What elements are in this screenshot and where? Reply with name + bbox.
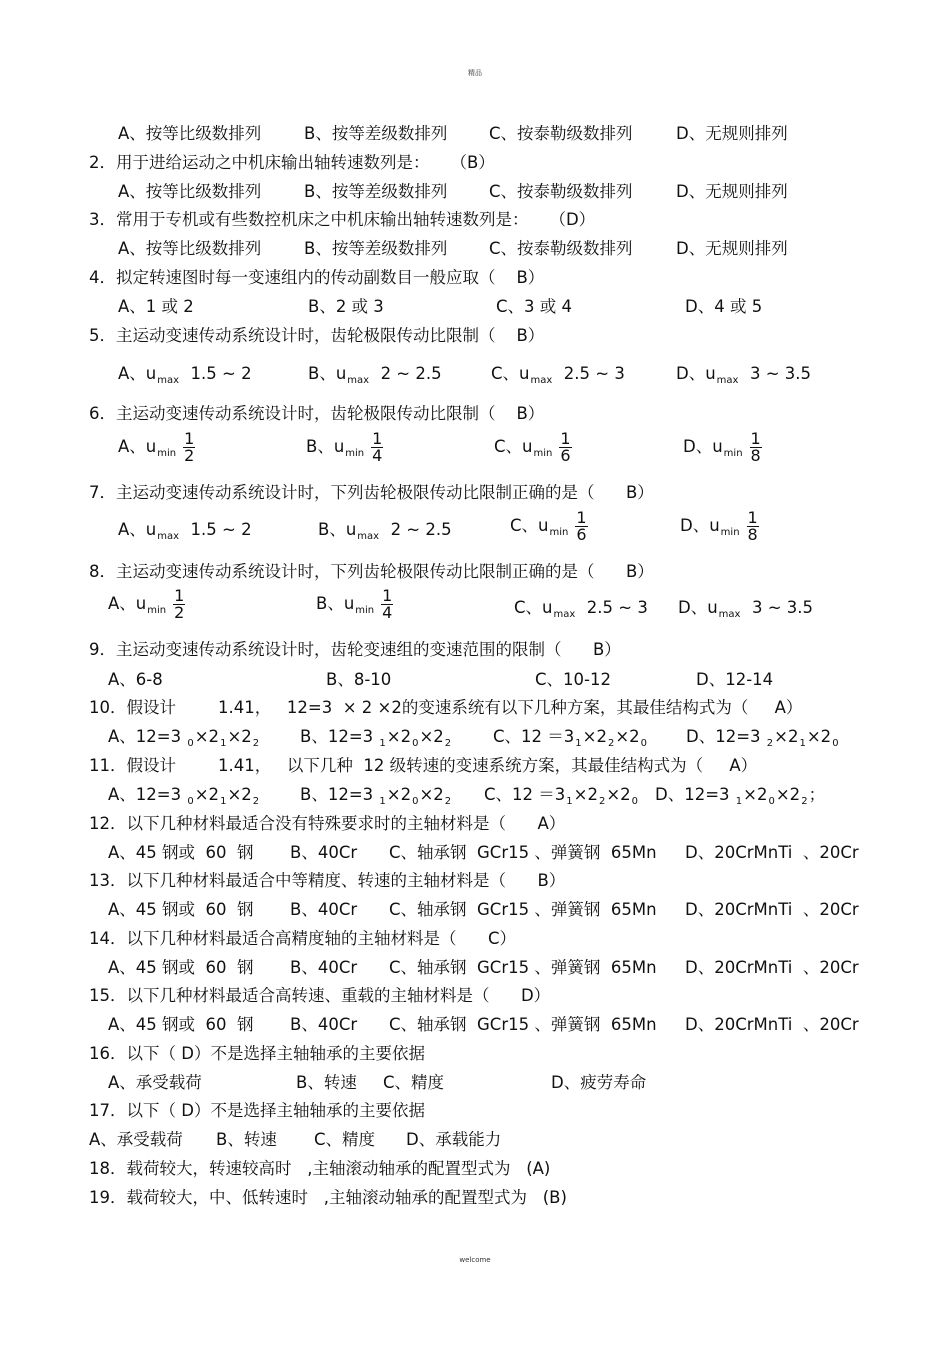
answer-option: D、承载能力: [406, 1130, 502, 1149]
answer-option: A、6-8: [108, 670, 163, 689]
answer-option: C、$u_{min}$ $\frac{1}{6}$: [494, 429, 571, 465]
answer-option: B、2 或 3: [308, 297, 384, 316]
answer-option: 18．载荷较大，转速较高时 ,主轴滚动轴承的配置型式为 (A): [89, 1159, 551, 1178]
answer-option: 4．拟定转速图时每一变速组内的传动副数目一般应取（ B）: [89, 268, 545, 287]
answer-option: C、3 或 4: [496, 297, 573, 316]
answer-option: B、按等差级数排列: [304, 124, 448, 143]
answer-option: D、12-14: [696, 670, 774, 689]
answer-option: A、$u_{max}$ 1.5 ~ 2: [118, 364, 252, 386]
answer-option: D、无规则排列: [676, 182, 788, 201]
answer-option: C、轴承钢 GCr15 、弹簧钢 65Mn: [389, 958, 657, 977]
answer-option: B、$u_{min}$ $\frac{1}{4}$: [306, 429, 383, 465]
fraction: $\frac{1}{4}$: [372, 429, 383, 465]
answer-option: 12．以下几种材料最适合没有特殊要求时的主轴材料是（ A）: [89, 814, 566, 833]
answer-option: A、$u_{min}$ $\frac{1}{2}$: [118, 429, 195, 465]
answer-option: C、精度: [383, 1073, 445, 1092]
answer-option: B、$u_{min}$ $\frac{1}{4}$: [316, 586, 393, 622]
answer-option: A、45 钢或 60 钢: [108, 843, 254, 862]
answer-option: D、$u_{max}$ 3 ~ 3.5: [678, 598, 814, 620]
answer-option: 16．以下（ D）不是选择主轴轴承的主要依据: [89, 1044, 425, 1063]
answer-option: C、按泰勒级数排列: [489, 124, 633, 143]
answer-option: A、12=3 $_0\times 2_1\times 2_2$: [108, 785, 260, 807]
answer-option: 14．以下几种材料最适合高精度轴的主轴材料是（ C）: [89, 929, 516, 948]
answer-option: C、$12 =3_1\times 2_2\times 2_0$: [493, 727, 648, 749]
answer-option: D、疲劳寿命: [551, 1073, 647, 1092]
answer-option: D、$u_{min}$ $\frac{1}{8}$: [680, 508, 758, 544]
answer-option: A、$u_{max}$ 1.5 ~ 2: [118, 520, 252, 542]
answer-option: B、按等差级数排列: [304, 239, 448, 258]
answer-option: A、承受载荷: [108, 1073, 202, 1092]
answer-option: B、40Cr: [290, 1015, 358, 1034]
answer-option: C、$u_{max}$ 2.5 ~ 3: [491, 364, 625, 386]
fraction: $\frac{1}{8}$: [747, 508, 758, 544]
answer-option: C、10-12: [535, 670, 611, 689]
answer-option: A、$u_{min}$ $\frac{1}{2}$: [108, 586, 185, 622]
answer-option: A、按等比级数排列: [118, 239, 262, 258]
answer-option: D、$u_{min}$ $\frac{1}{8}$: [683, 429, 761, 465]
fraction: $\frac{1}{6}$: [576, 508, 587, 544]
answer-option: D、无规则排列: [676, 239, 788, 258]
answer-option: B、40Cr: [290, 900, 358, 919]
answer-option: 2．用于进给运动之中机床输出轴转速数列是： （B）: [89, 153, 495, 172]
answer-option: 5．主运动变速传动系统设计时，齿轮极限传动比限制（ B）: [89, 326, 545, 345]
answer-option: A、45 钢或 60 钢: [108, 900, 254, 919]
fraction: $\frac{1}{8}$: [750, 429, 761, 465]
answer-option: A、45 钢或 60 钢: [108, 958, 254, 977]
page-header: 精品: [468, 69, 482, 77]
answer-option: B、8-10: [326, 670, 392, 689]
answer-option: C、按泰勒级数排列: [489, 182, 633, 201]
answer-option: D、20CrMnTi 、20Cr: [685, 843, 859, 862]
answer-option: D、20CrMnTi 、20Cr: [685, 900, 859, 919]
answer-option: C、按泰勒级数排列: [489, 239, 633, 258]
answer-option: B、12=3 $_1\times 2_0\times 2_2$: [300, 785, 452, 807]
answer-option: A、12=3 $_0\times 2_1\times 2_2$: [108, 727, 260, 749]
answer-option: C、轴承钢 GCr15 、弹簧钢 65Mn: [389, 843, 657, 862]
answer-option: 7．主运动变速传动系统设计时，下列齿轮极限传动比限制正确的是（ B）: [89, 483, 654, 502]
answer-option: C、$12 =3_1\times 2_2\times 2_0$: [484, 785, 639, 807]
answer-option: 10．假设计 1.41， 12=3 × 2 ×2的变速系统有以下几种方案，其最佳结构式为（ A）: [89, 698, 803, 717]
answer-option: 17．以下（ D）不是选择主轴轴承的主要依据: [89, 1101, 425, 1120]
answer-option: 13．以下几种材料最适合中等精度、转速的主轴材料是（ B）: [89, 871, 566, 890]
answer-option: A、承受载荷: [89, 1130, 183, 1149]
answer-option: A、按等比级数排列: [118, 182, 262, 201]
answer-option: B、转速: [216, 1130, 277, 1149]
answer-option: 19．载荷较大，中、低转速时 ,主轴滚动轴承的配置型式为 (B): [89, 1188, 567, 1207]
answer-option: 3．常用于专机或有些数控机床之中机床输出轴转速数列是： （D）: [89, 210, 596, 229]
answer-option: 6．主运动变速传动系统设计时，齿轮极限传动比限制（ B）: [89, 404, 545, 423]
answer-option: A、按等比级数排列: [118, 124, 262, 143]
page-footer: welcome: [459, 1256, 491, 1264]
answer-option: B、40Cr: [290, 843, 358, 862]
answer-option: D、无规则排列: [676, 124, 788, 143]
answer-option: 9．主运动变速传动系统设计时，齿轮变速组的变速范围的限制（ B）: [89, 640, 621, 659]
fraction: $\frac{1}{4}$: [382, 586, 393, 622]
answer-option: D、20CrMnTi 、20Cr: [685, 1015, 859, 1034]
answer-option: 15．以下几种材料最适合高转速、重载的主轴材料是（ D）: [89, 986, 551, 1005]
answer-option: A、1 或 2: [118, 297, 194, 316]
answer-option: D、$u_{max}$ 3 ~ 3.5: [676, 364, 812, 386]
answer-option: 8．主运动变速传动系统设计时，下列齿轮极限传动比限制正确的是（ B）: [89, 562, 654, 581]
answer-option: B、$u_{max}$ 2 ~ 2.5: [318, 520, 452, 542]
fraction: $\frac{1}{2}$: [184, 429, 195, 465]
answer-option: B、按等差级数排列: [304, 182, 448, 201]
answer-option: C、精度: [314, 1130, 376, 1149]
answer-option: D、20CrMnTi 、20Cr: [685, 958, 859, 977]
answer-option: D、4 或 5: [685, 297, 763, 316]
answer-option: C、$u_{min}$ $\frac{1}{6}$: [510, 508, 587, 544]
fraction: $\frac{1}{2}$: [174, 586, 185, 622]
fraction: $\frac{1}{6}$: [560, 429, 571, 465]
answer-option: A、45 钢或 60 钢: [108, 1015, 254, 1034]
answer-option: B、40Cr: [290, 958, 358, 977]
answer-option: B、12=3 $_1\times 2_0\times 2_2$: [300, 727, 452, 749]
answer-option: C、轴承钢 GCr15 、弹簧钢 65Mn: [389, 1015, 657, 1034]
answer-option: C、$u_{max}$ 2.5 ~ 3: [514, 598, 648, 620]
answer-option: D、12=3 $_2\times 2_1\times 2_0$: [686, 727, 839, 749]
answer-option: D、12=3 $_1\times 2_0\times 2_2$；: [655, 785, 826, 807]
answer-option: C、轴承钢 GCr15 、弹簧钢 65Mn: [389, 900, 657, 919]
answer-option: B、$u_{max}$ 2 ~ 2.5: [308, 364, 442, 386]
answer-option: B、转速: [296, 1073, 357, 1092]
answer-option: 11．假设计 1.41， 以下几种 12 级转速的变速系统方案，其最佳结构式为（ A）: [89, 756, 758, 775]
